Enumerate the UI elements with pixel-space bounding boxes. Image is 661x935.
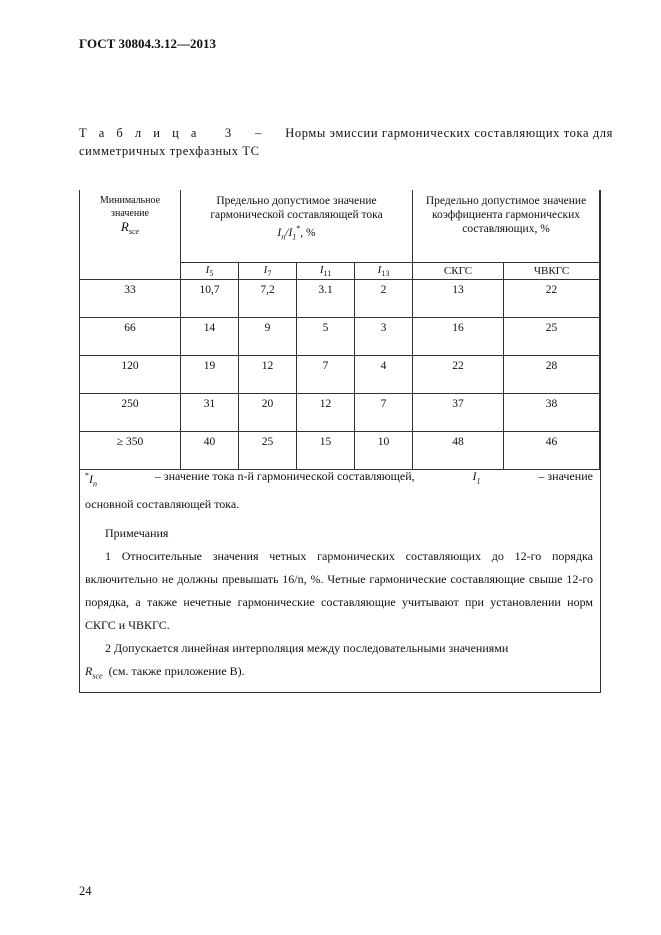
table-cell: 250 — [80, 394, 181, 432]
caption-title: Нормы эмиссии гармонических составляющих тока для — [285, 126, 613, 140]
table-cell: 15 — [297, 432, 355, 470]
table-row — [80, 280, 600, 318]
table-footnote — [85, 466, 593, 514]
table-cell: ≥ 350 — [80, 432, 181, 470]
table-caption — [79, 124, 613, 160]
table-cell: 7 — [355, 394, 413, 432]
note-2: 2 Допускается линейная интерполяция между последовательными значениями — [105, 641, 509, 655]
table-row — [80, 432, 600, 470]
table-cell: 2 — [355, 280, 413, 318]
footnote-line2: основной составляющей тока. — [85, 497, 240, 512]
table-cell: 28 — [504, 356, 600, 394]
table-cell: 22 — [413, 356, 504, 394]
note-2-end: $R_{sce}$ (см. также приложение В). — [85, 664, 245, 681]
subheader-i11: $I_{11}$ — [297, 263, 355, 280]
subheader-i7: $I_7$ — [239, 263, 297, 280]
notes-title: Примечания — [105, 526, 169, 540]
table-cell: 22 — [504, 280, 600, 318]
table-cell: 9 — [239, 318, 297, 356]
table-cell: 120 — [80, 356, 181, 394]
caption-dash: – — [255, 126, 262, 140]
caption-number: 3 — [224, 126, 232, 140]
emission-table — [79, 190, 600, 470]
table-cell: 19 — [181, 356, 239, 394]
table-cell: 48 — [413, 432, 504, 470]
table-cell: 3 — [355, 318, 413, 356]
table-cell: 31 — [181, 394, 239, 432]
subheader-i13: $I_{13}$ — [355, 263, 413, 280]
note-1: 1 Относительные значения четных гармонических составляющих до 12-го порядка включительно не должны превышать 16/n, %. Четные гармонические составляющие свыше 12-го порядка, а также нечетные гармонические составляющие учитывают при установлении норм СКГС и ЧВКГС. — [85, 549, 593, 632]
table-cell: 25 — [504, 318, 600, 356]
document-header: ГОСТ 30804.3.12—2013 — [79, 36, 217, 51]
footnote-text-1: – значение тока n-й гармонической составляющей, — [154, 469, 415, 483]
table-cell: 3.1 — [297, 280, 355, 318]
group-header-coefficient: Предельно допустимое значение коэффициента гармонических составляющих, % — [413, 190, 600, 263]
table-row — [80, 318, 600, 356]
table-cell: 66 — [80, 318, 181, 356]
table-cell: 12 — [297, 394, 355, 432]
footnote-symbol: $^*I_n$ — [85, 471, 97, 489]
page-number: 24 — [79, 884, 92, 898]
table-cell: 7 — [297, 356, 355, 394]
notes-block — [85, 522, 593, 687]
table-cell: 7,2 — [239, 280, 297, 318]
table-cell: 10,7 — [181, 280, 239, 318]
table-row — [80, 394, 600, 432]
footnote-symbol-i1: $I_1$ — [472, 469, 481, 486]
table-cell: 40 — [181, 432, 239, 470]
caption-title-line2: симметричных трехфазных ТС — [79, 144, 260, 158]
subheader-skgs: СКГС — [413, 263, 504, 280]
table-cell: 16 — [413, 318, 504, 356]
table-cell: 4 — [355, 356, 413, 394]
table-cell: 37 — [413, 394, 504, 432]
table-cell: 46 — [504, 432, 600, 470]
table-cell: 25 — [239, 432, 297, 470]
table-cell: 20 — [239, 394, 297, 432]
table-cell: 12 — [239, 356, 297, 394]
subheader-i5: $I_5$ — [181, 263, 239, 280]
table-cell: 13 — [413, 280, 504, 318]
caption-label: Т а б л и ц а — [79, 126, 201, 140]
footnote-text-2: – значение — [538, 469, 593, 483]
table-cell: 14 — [181, 318, 239, 356]
subheader-chvkgs: ЧВКГС — [504, 263, 600, 280]
table-cell: 33 — [80, 280, 181, 318]
table-row — [80, 356, 600, 394]
table-cell: 10 — [355, 432, 413, 470]
group-header-current: Предельно допустимое значение гармонической составляющей тока $I_n/I_1^*$, % — [181, 190, 413, 263]
table-cell: 5 — [297, 318, 355, 356]
table-cell: 38 — [504, 394, 600, 432]
col-header-rsce: Минимальное значение $R_{sce}$ — [80, 190, 181, 280]
